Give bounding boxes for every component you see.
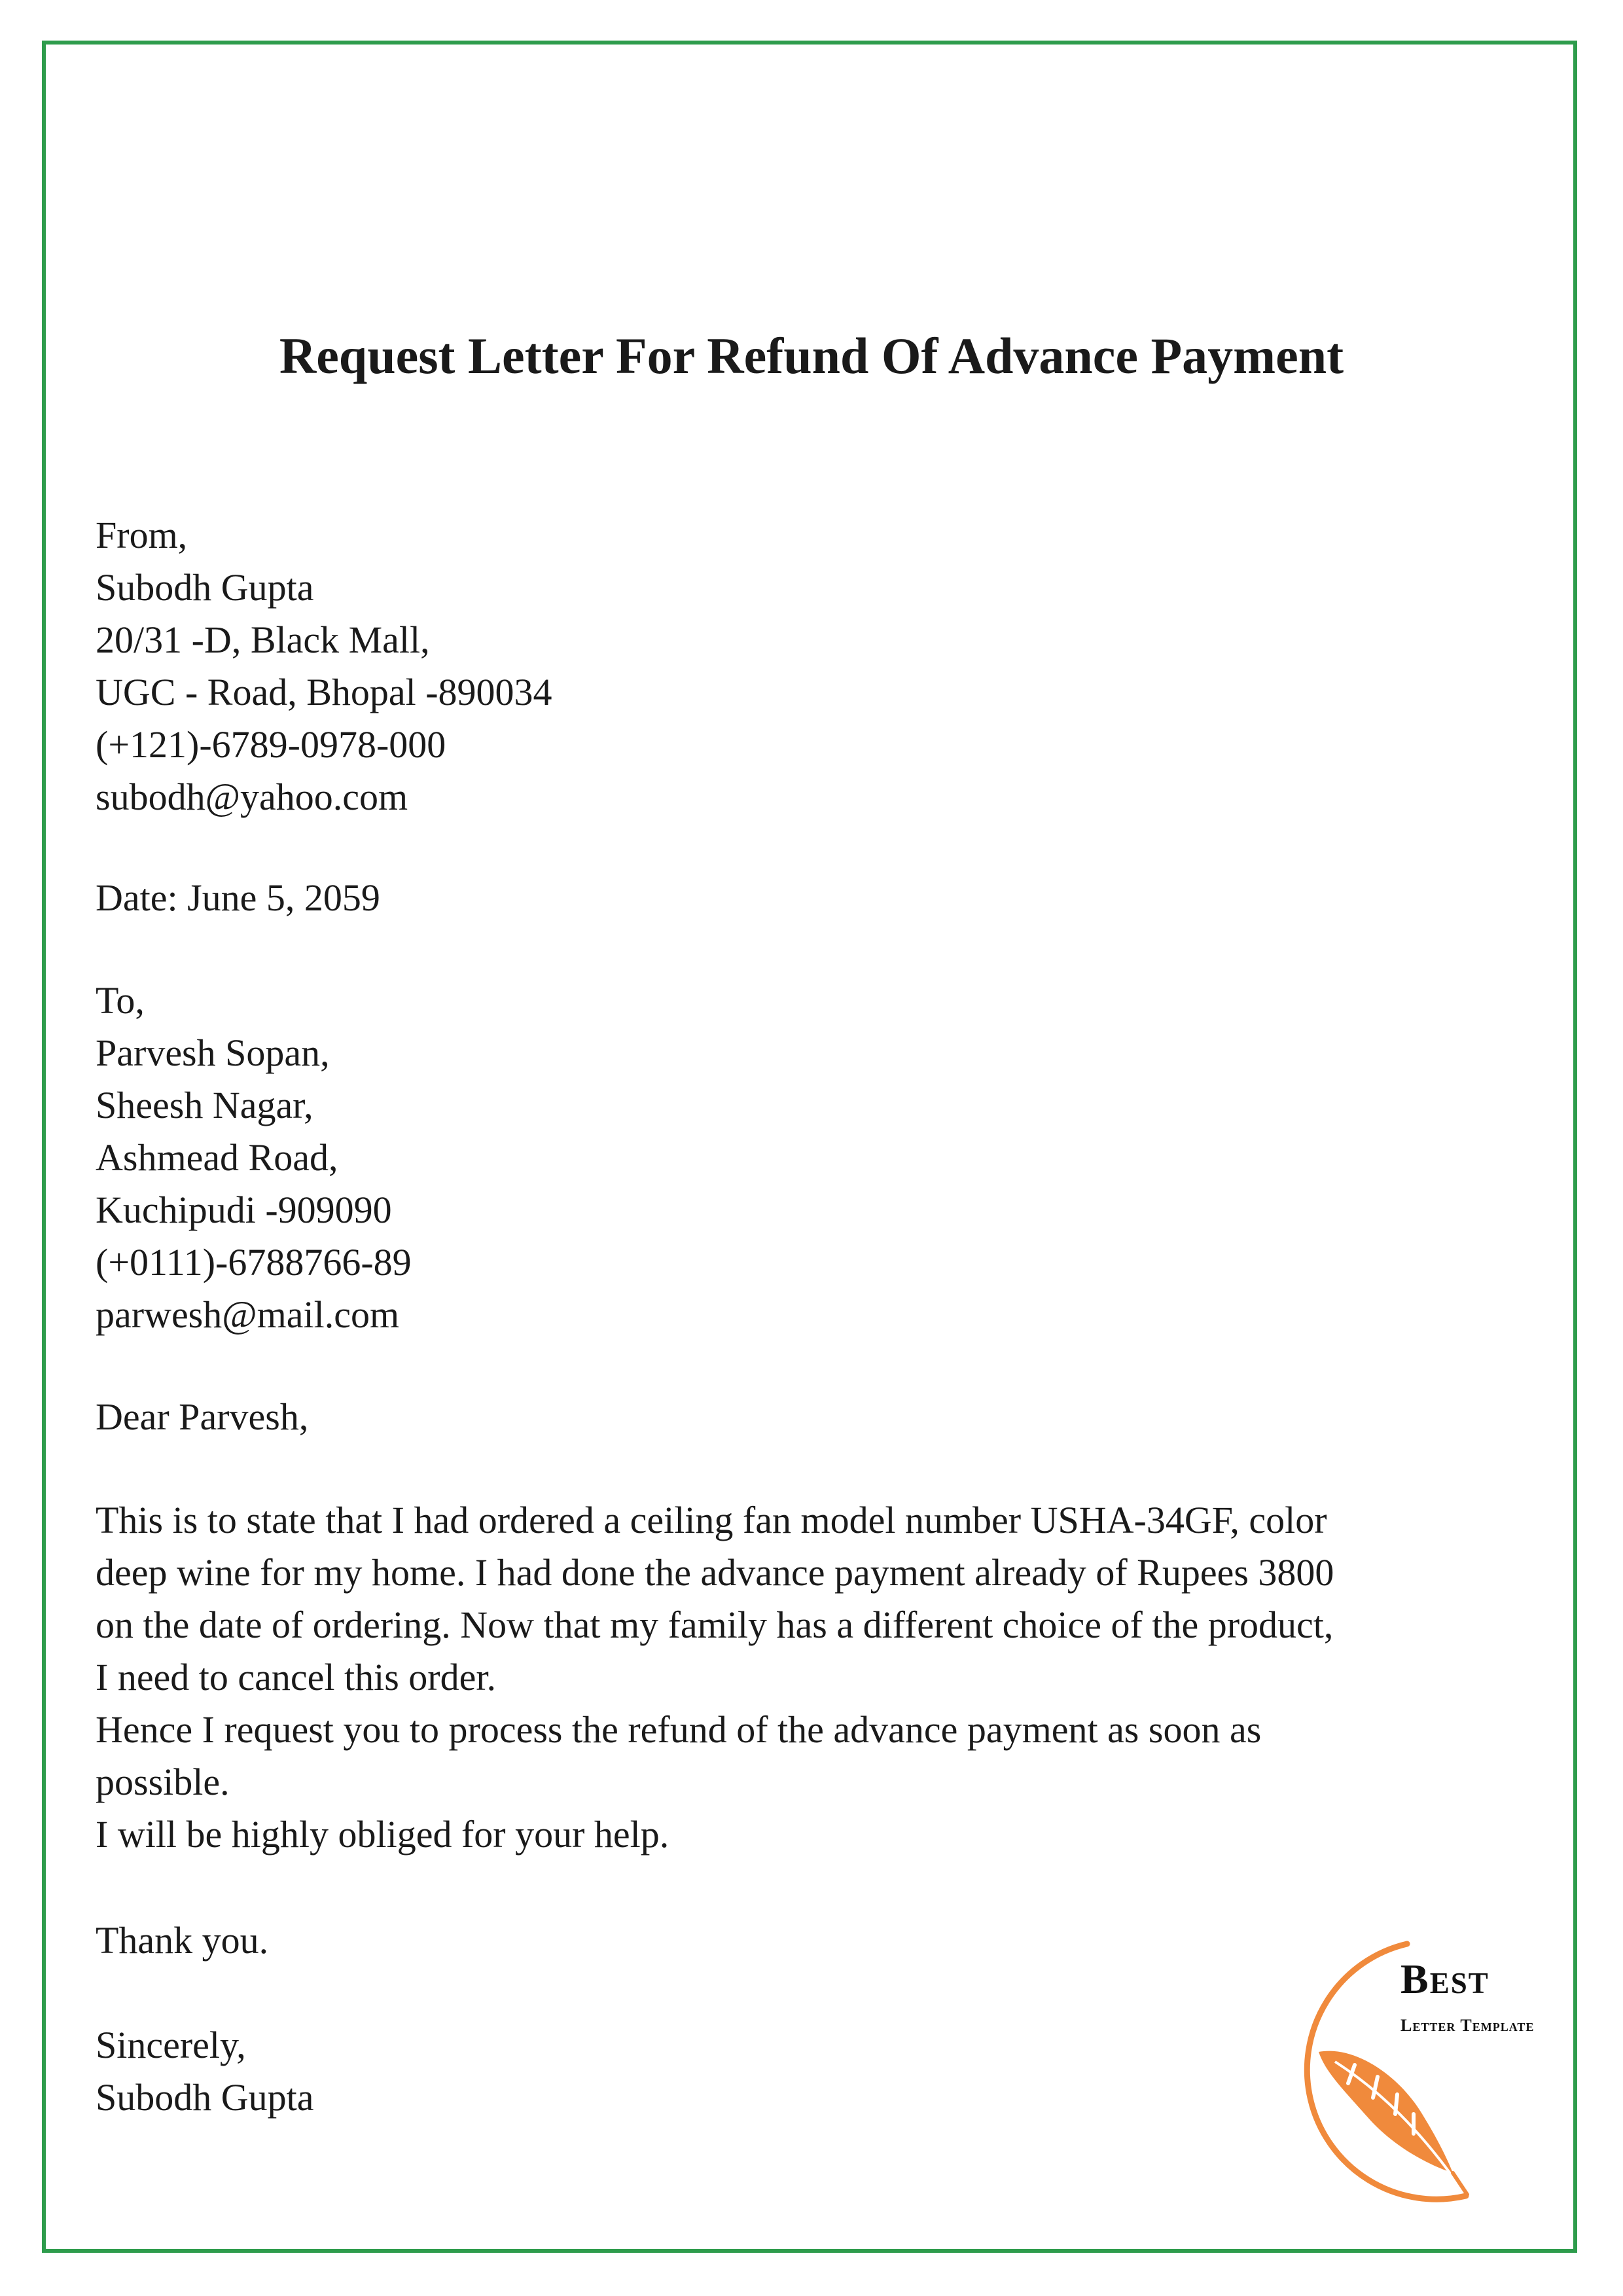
body-line: possible. — [96, 1761, 230, 1803]
logo-text-main: Best — [1400, 1956, 1489, 2002]
sender-block — [96, 509, 1535, 823]
recipient-block — [96, 975, 1535, 1341]
letter-body — [96, 1494, 1535, 1861]
recipient-address-line2: Ashmead Road, — [96, 1136, 338, 1179]
sender-name: Subodh Gupta — [96, 566, 314, 609]
recipient-address-line1: Sheesh Nagar, — [96, 1084, 313, 1126]
date-line: Date: June 5, 2059 — [96, 876, 380, 919]
salutation-line: Dear Parvesh, — [96, 1395, 309, 1438]
body-line: deep wine for my home. I had done the advance payment already of Rupees 3800 — [96, 1551, 1334, 1594]
sender-address-line1: 20/31 -D, Black Mall, — [96, 619, 430, 661]
salutation — [96, 1391, 1535, 1443]
to-label: To, — [96, 979, 145, 1022]
letter-date — [96, 872, 1535, 924]
recipient-address-line3: Kuchipudi -909090 — [96, 1189, 392, 1231]
signature-name: Subodh Gupta — [96, 2076, 314, 2119]
recipient-phone: (+0111)-6788766-89 — [96, 1241, 412, 1283]
body-line: This is to state that I had ordered a ceiling fan model number USHA-34GF, color — [96, 1499, 1327, 1541]
from-label: From, — [96, 514, 188, 556]
body-line: Hence I request you to process the refund of the advance payment as soon as — [96, 1708, 1262, 1751]
sender-address-line2: UGC - Road, Bhopal -890034 — [96, 671, 552, 713]
letter-title: Request Letter For Refund Of Advance Payment — [279, 327, 1344, 384]
logo-text-sub: Letter Template — [1400, 2016, 1535, 2035]
recipient-email: parwesh@mail.com — [96, 1293, 400, 1336]
sender-email: subodh@yahoo.com — [96, 776, 408, 818]
body-line: I will be highly obliged for your help. — [96, 1813, 669, 1856]
body-line: on the date of ordering. Now that my family has a different choice of the product, — [96, 1604, 1334, 1646]
closing-line: Sincerely, — [96, 2024, 246, 2066]
recipient-name: Parvesh Sopan, — [96, 1031, 330, 1074]
thank-you-line: Thank you. — [96, 1919, 269, 1962]
body-line: I need to cancel this order. — [96, 1656, 496, 1698]
sender-phone: (+121)-6789-0978-000 — [96, 723, 446, 766]
